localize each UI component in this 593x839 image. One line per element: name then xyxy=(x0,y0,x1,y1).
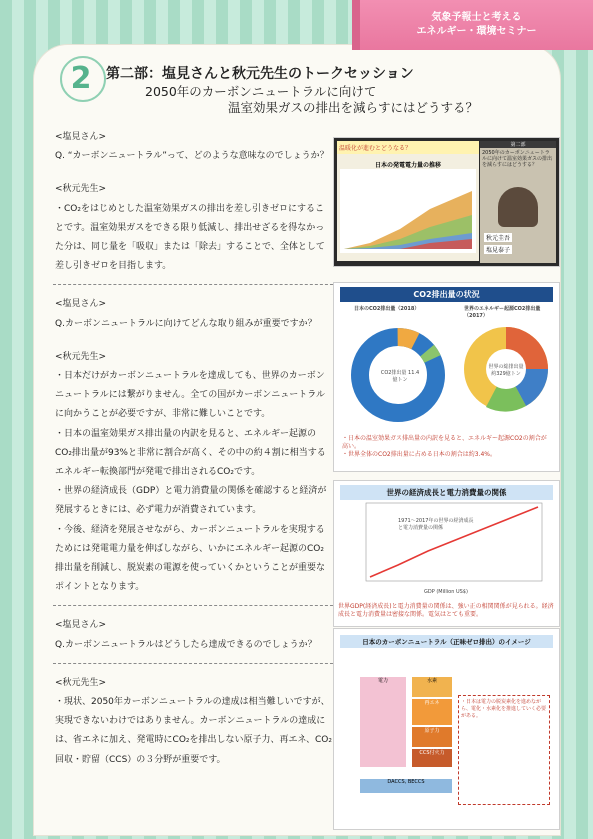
block-renewable: 再エネ xyxy=(412,699,452,725)
right-panel-title: 世界のエネルギー起源CO2排出量（2017） xyxy=(464,306,541,319)
presenter-photo xyxy=(498,187,538,227)
figure-title: 世界の経済成長と電力消費量の関係 xyxy=(340,485,553,500)
slide-stacked-chart xyxy=(340,169,476,253)
world-pie-center: 世界の総排出量 約329億トン xyxy=(488,364,524,377)
section-subtitle-2: 温室効果ガスの排出を減らすにはどうする？ xyxy=(228,100,479,115)
panel-head: 第二部 xyxy=(480,141,556,148)
presenter-name-2: 塩見泰子 xyxy=(486,247,511,254)
section-title: 第二部：塩見さんと秋元先生のトークセッション xyxy=(106,66,414,82)
panel-text: 2050年のカーボンニュートラルに向けて温室効果ガスの排出を減らすにはどうする？ xyxy=(482,150,553,168)
speaker-label: <秋元先生> xyxy=(55,677,107,688)
block-electricity: 電力 xyxy=(360,677,406,767)
section-subtitle-1: 2050年のカーボンニュートラルに向けて xyxy=(145,84,377,99)
divider xyxy=(53,663,338,664)
figure-carbon-neutral xyxy=(333,628,560,830)
answer-text: ・現状、2050年カーボンニュートラルの達成は相当難しいですが、実現できないわけではありません。カーボンニュートラルの達成には、省エネに加え、発電時にCO₂を排出しない原子力、再エネ、CO₂ 回収・貯留（CCS）の３分野が重要です。 xyxy=(55,697,332,765)
speaker-label: <塩見さん> xyxy=(55,299,107,310)
question-text: Q.カーボンニュートラルはどうしたら達成できるのでしょうか？ xyxy=(55,639,317,650)
section-number: 2 xyxy=(70,61,92,96)
speaker-label: <秋元先生> xyxy=(55,184,107,195)
gdp-electricity-line xyxy=(348,499,548,594)
speaker-label: <塩見さん> xyxy=(55,132,107,142)
figure-co2-emissions xyxy=(333,282,560,472)
block-daccs: DACCS, BECCS xyxy=(360,779,452,793)
block-hydrogen: 水素 xyxy=(412,677,452,697)
question-text: Q. “カーボンニュートラル”って、どのような意味なのでしょうか？ xyxy=(55,151,329,162)
seminar-ribbon xyxy=(360,0,593,50)
figure-title: 日本のカーボンニュートラル（正味ゼロ排出）のイメージ xyxy=(340,635,553,648)
figure-slide-photo xyxy=(333,137,560,267)
left-panel-title: 日本のCO2排出量（2018） xyxy=(354,306,420,312)
block-ccs: CCS付火力 xyxy=(412,749,452,767)
figure-title: CO2排出量の状況 xyxy=(340,287,553,302)
x-axis-label: GDP (Million US$) xyxy=(424,589,468,595)
figure-note: ・日本の温室効果ガス排出量の内訳を見ると、エネルギー起源CO2の割合が高い。 ・世界全体のCO2排出量に占める日本の割合は約3.4%。 xyxy=(342,435,547,458)
slide-banner: 温暖化が進むとどうなる？ xyxy=(337,141,479,154)
block-nuclear: 原子力 xyxy=(412,727,452,747)
question-text: Q.カーボンニュートラルに向けてどんな取り組みが重要ですか？ xyxy=(55,318,317,329)
speaker-label: <塩見さん> xyxy=(55,620,107,631)
figure-note: 世界GDP(経済成長)と電力消費量の関係は、強い正の相関関係が見られる。経済成長と電力消費量は密接な関係。電気はとても重要。 xyxy=(338,603,554,618)
presenter-name-1: 秋元圭吾 xyxy=(486,235,511,242)
ribbon-line2: エネルギー・環境セミナー xyxy=(416,26,537,37)
chart-annotation: 1971～2017年の世界の経済成長と電力消費量の関係 xyxy=(398,518,474,531)
side-note-box: ・日本は電力の脱炭素化を進めながら、電化・水素化を推進していく必要がある。 xyxy=(458,695,550,805)
divider xyxy=(53,284,338,285)
ribbon-line1: 気象予報士と考える xyxy=(431,12,522,23)
answer-text: ・CO₂をはじめとした温室効果ガスの排出を差し引きゼロにすることです。温室効果ガスをできる限り低減し、排出せざるを得なかった分は、同じ量を「吸収」または「除去」することで、全体として差し引きゼロを目指します。 xyxy=(55,203,325,272)
talk-transcript xyxy=(55,128,332,770)
japan-donut-center: CO2排出量 11.4億トン xyxy=(380,370,420,383)
divider xyxy=(53,605,338,606)
slide-chart-title: 日本の発電電力量の推移 xyxy=(374,162,441,169)
figure-gdp-electricity xyxy=(333,480,560,627)
speaker-label: <秋元先生> xyxy=(55,351,107,362)
answer-text: ・日本だけがカーボンニュートラルを達成しても、世界のカーボンニュートラルには繋がりません。全ての国がカーボンニュートラルに向かうことが必要ですが、非常に難しいことです。 ・日本の温室効果ガス排出量の内訳を見ると、エネルギー起源のCO₂排出量が93%と非常に割合が高く、その中の約４割に相当するエネルギー転換部門が発電で排出されるCO₂です。 ・世界の経済成長（GDP）と電力消費量の関係を確認すると経済が発展するときには、必ず電力が消費されています。 ・今後、経済を発展させながら、カーボンニュートラルを実現するためには発電電力量を伸ばしながら、いかにエネルギー起源のCO₂排出量を削減し、脱炭素の電源を使っていくかということが重要なポイントとなります。 xyxy=(55,371,327,593)
